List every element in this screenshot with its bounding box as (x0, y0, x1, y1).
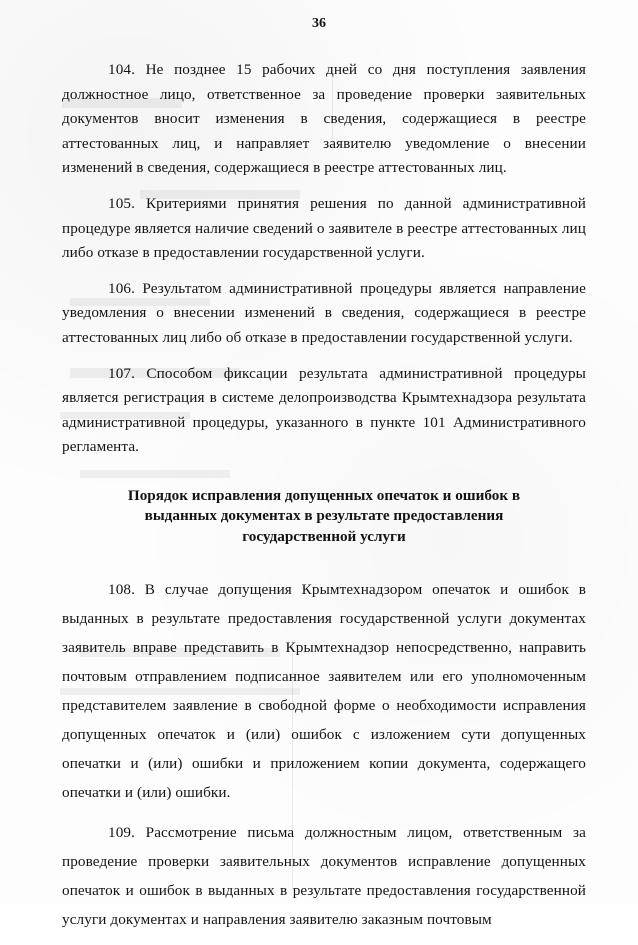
paragraph-108: 108. В случае допущения Крымтехнадзором опечаток и ошибок в выданных в результате предоставления государственной услуги документах заявитель вправе представить в Крымтехнадзор непосредственно, направить почтовым отправлением подписанное заявителем или его уполномоченным представителем заявление в свободной форме о необходимости исправления допущенных опечаток и (или) ошибок с изложением сути допущенных опечатки и (или) ошибки и приложением копии документа, содержащего опечатки и (или) ошибки. (62, 581, 586, 802)
section-heading (62, 486, 586, 548)
paragraph-105: 105. Критериями принятия решения по данной административной процедуре является наличие сведений о заявителе в реестре аттестованных лиц либо отказе в предоставлении государственной услуги. (62, 194, 586, 262)
document-body (62, 58, 586, 945)
section-heading-line: Порядок исправления допущенных опечаток и ошибок в (127, 486, 521, 504)
paragraph-107: 107. Способом фиксации результата административной процедуры является регистрация в системе делопроизводства Крымтехнадзора результата административной процедуры, указанного в пункте 101 Административного регламента. (62, 364, 586, 456)
section-heading-line: выданных документах в результате предоставления (144, 507, 504, 525)
paragraph-109: 109. Рассмотрение письма должностным лицом, ответственным за проведение проверки заявительных документов исправление допущенных опечаток и ошибок в выданных в результате предоставления государственной услуги документах и направления заявителю заказным почтовым (62, 824, 586, 929)
page-number: 36 (312, 16, 326, 31)
section-heading-line: государственной услуги (242, 527, 406, 545)
paragraph-104: 104. Не позднее 15 рабочих дней со дня поступления заявления должностное лицо, ответственное за проведение проверки заявительных документов вносит изменения в сведения, содержащиеся в реестре аттестованных лиц, и направляет заявителю уведомление о внесении изменений в сведения, содержащиеся в реестре аттестованных лиц. (62, 61, 586, 177)
paragraph-106: 106. Результатом административной процедуры является направление уведомления о внесении изменений в сведения, содержащиеся в реестре аттестованных лиц либо об отказе в предоставлении государственной услуги. (62, 279, 586, 346)
